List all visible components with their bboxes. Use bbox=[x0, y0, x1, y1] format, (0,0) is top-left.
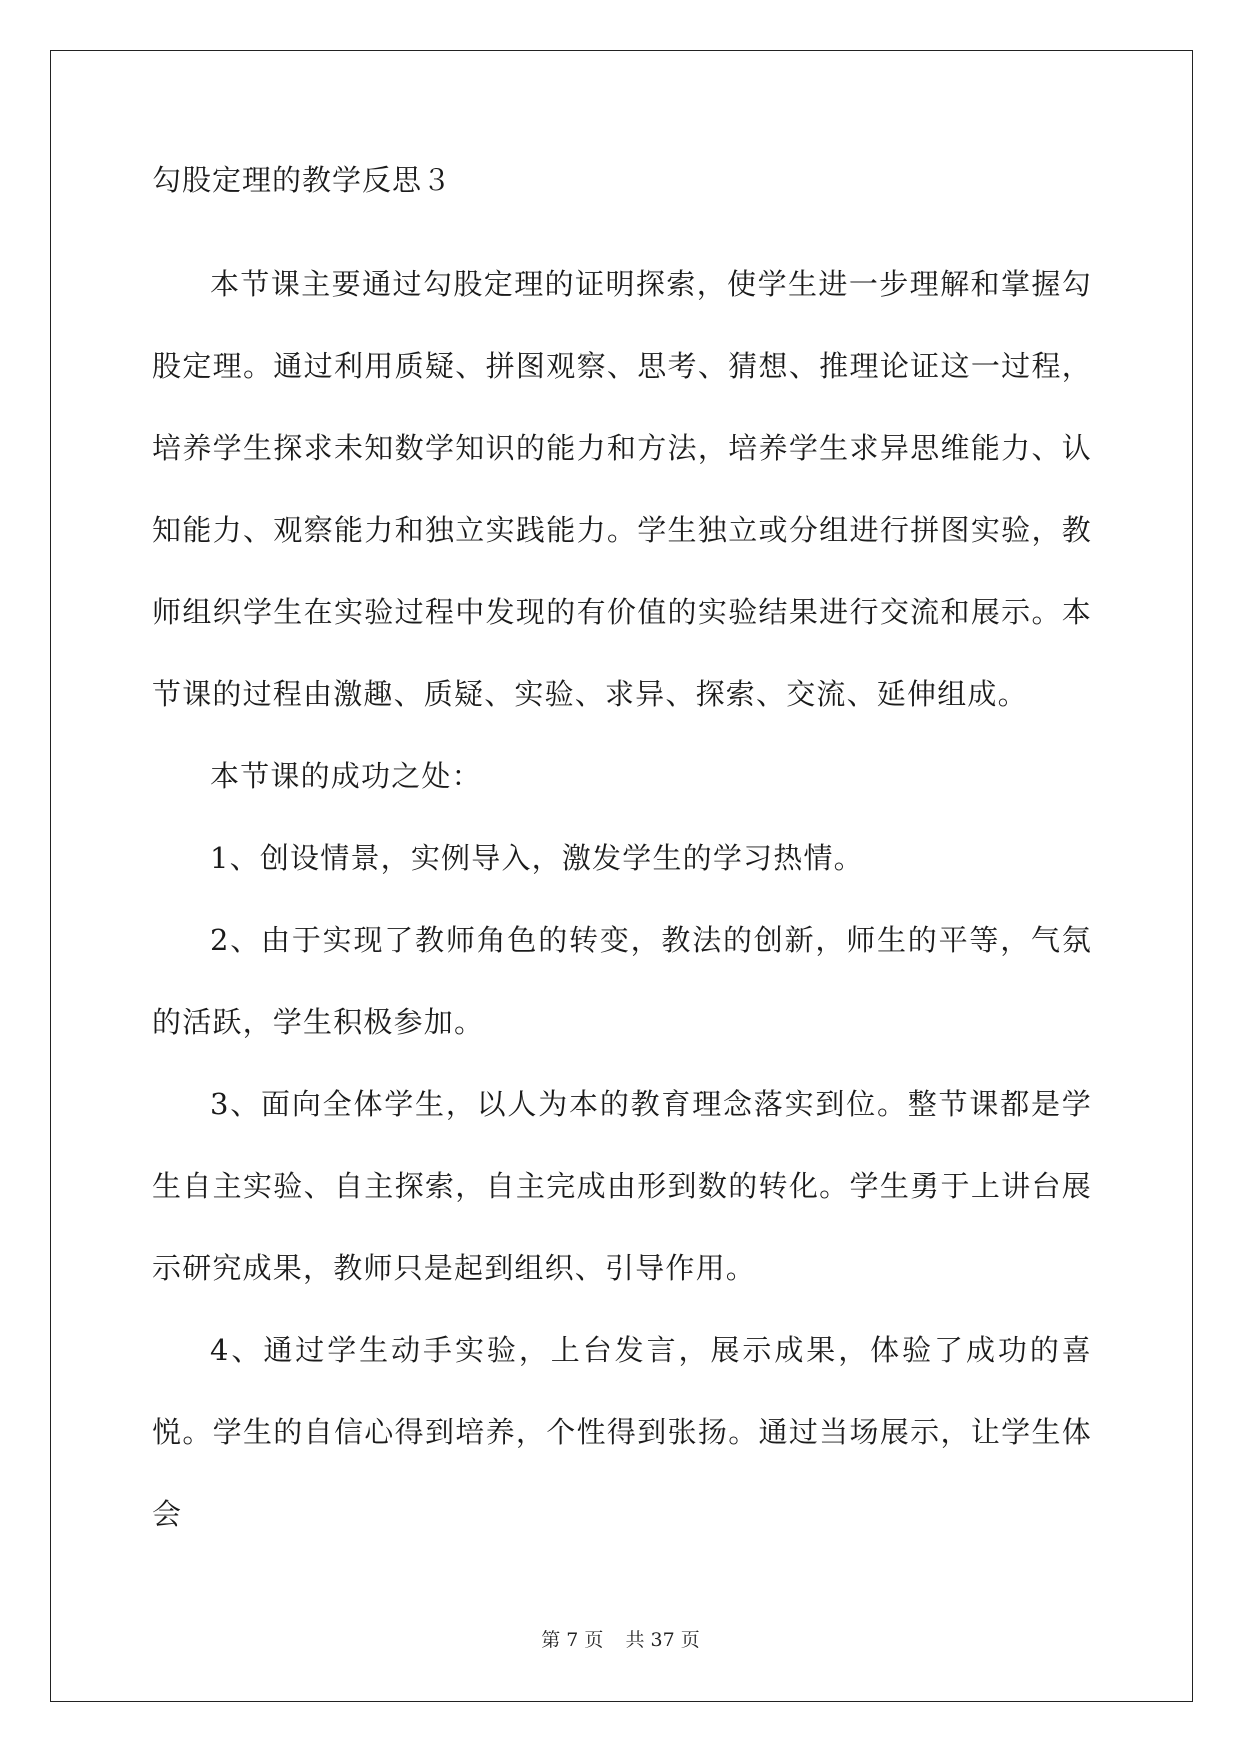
paragraph-point-1: 1、创设情景，实例导入，激发学生的学习热情。 bbox=[210, 841, 864, 875]
paragraph-success-heading: 本节课的成功之处： bbox=[210, 759, 482, 793]
paragraph-point-3: 3、面向全体学生，以人为本的教育理念落实到位。整节课都是学生自主实验、自主探索，自主完成由形到数的转化。学生勇于上讲台展示研究成果，教师只是起到组织、引导作用。 bbox=[152, 1087, 1092, 1285]
paragraph-point-2: 2、由于实现了教师角色的转变，教法的创新，师生的平等，气氛的活跃，学生积极参加。 bbox=[152, 923, 1092, 1039]
page-total: 共 37 页 bbox=[625, 1629, 700, 1651]
document-body bbox=[152, 160, 1092, 1555]
paragraph-point-4: 4、通过学生动手实验，上台发言，展示成果，体验了成功的喜悦。学生的自信心得到培养，个性得到张扬。通过当场展示，让学生体会 bbox=[152, 1333, 1092, 1531]
document-title: 勾股定理的教学反思３ bbox=[152, 163, 453, 197]
paragraph-intro: 本节课主要通过勾股定理的证明探索，使学生进一步理解和掌握勾股定理。通过利用质疑、拼图观察、思考、猜想、推理论证这一过程，培养学生探求未知数学知识的能力和方法，培养学生求异思维能力、认知能力、观察能力和独立实践能力。学生独立或分组进行拼图实验，教师组织学生在实验过程中发现的有价值的实验结果进行交流和展示。本节课的过程由激趣、质疑、实验、求异、探索、交流、延伸组成。 bbox=[152, 267, 1092, 711]
page-footer bbox=[0, 1627, 1241, 1653]
page-number: 第 7 页 bbox=[541, 1629, 604, 1651]
